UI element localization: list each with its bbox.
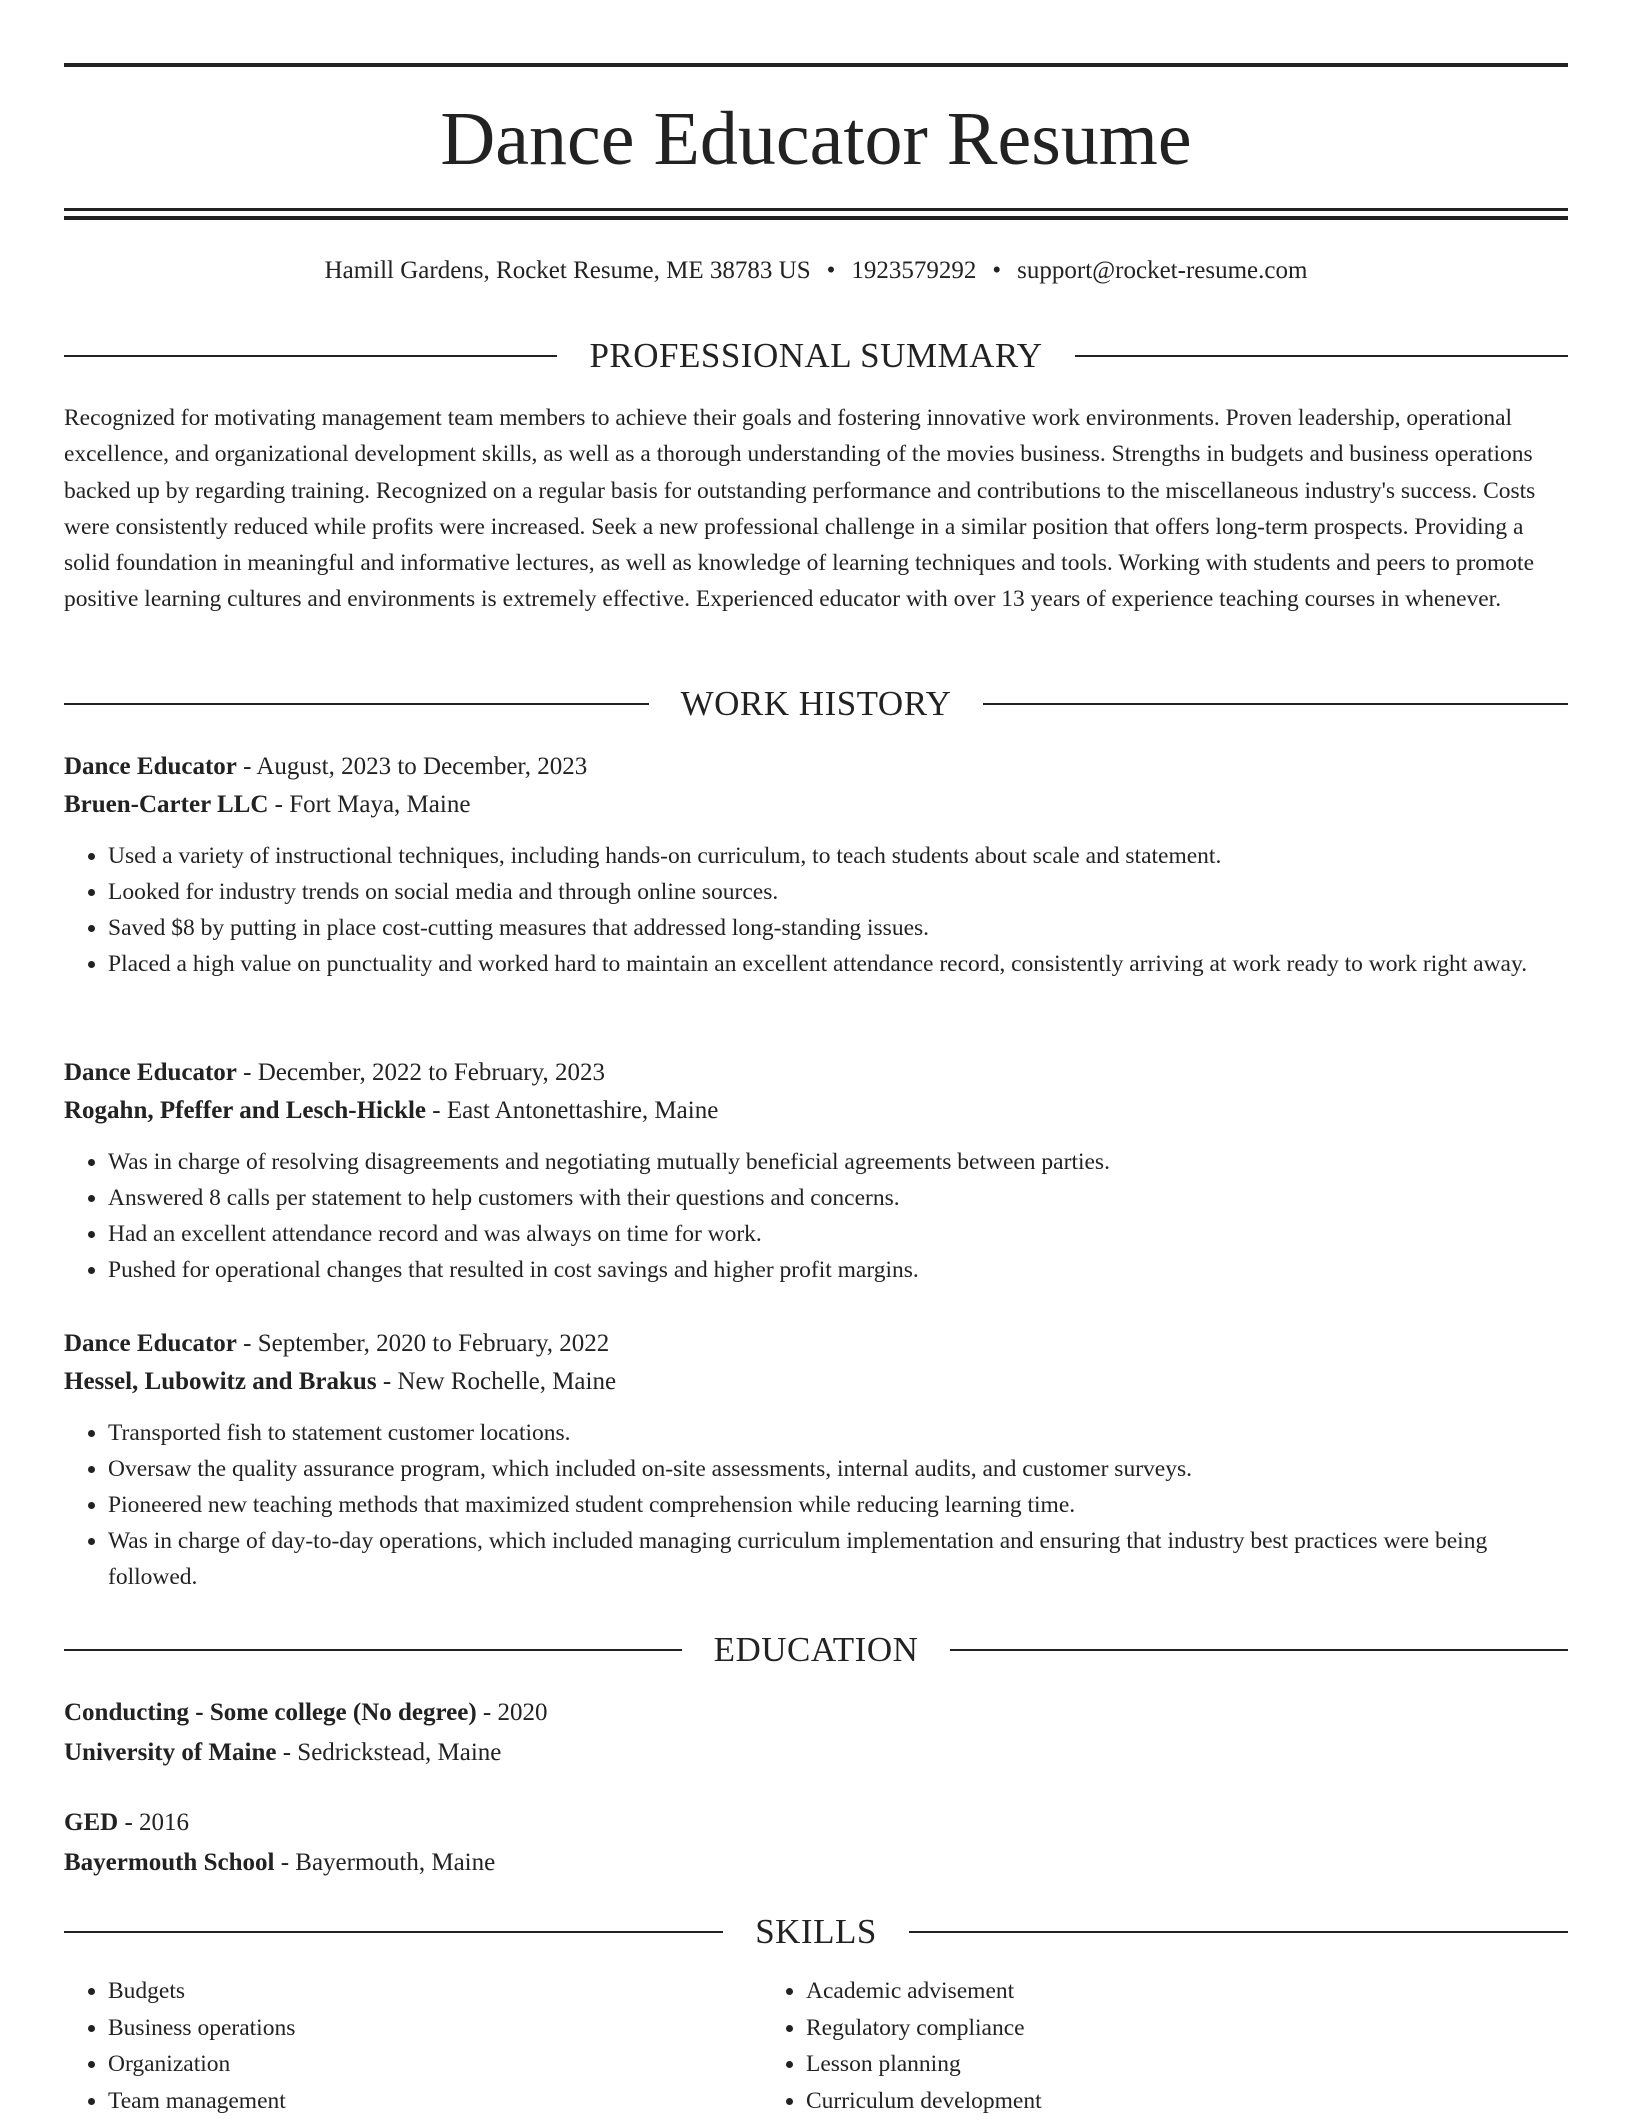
contact-email: support@rocket-resume.com (1017, 257, 1308, 284)
job-location: - Fort Maya, Maine (268, 791, 471, 818)
job-bullet: • Transported fish to statement customer locations. (108, 1415, 1568, 1451)
job-location: - New Rochelle, Maine (376, 1368, 617, 1395)
job-location: - East Antonettashire, Maine (426, 1097, 719, 1124)
section-heading-summary (64, 334, 1568, 378)
job-bullet: • Looked for industry trends on social media and through online sources. (108, 874, 1568, 910)
job-bullet-list (64, 1144, 1568, 1288)
job-bullet: • Was in charge of resolving disagreements and negotiating mutually beneficial agreements between parties. (108, 1144, 1568, 1180)
job-title-line (64, 1325, 1568, 1363)
heading-rule-left (64, 1649, 682, 1651)
job-bullet: • Pushed for operational changes that resulted in cost savings and higher profit margins. (108, 1252, 1568, 1288)
heading-rule-right (1075, 355, 1568, 357)
section-title-summary: PROFESSIONAL SUMMARY (589, 336, 1043, 375)
education-year: - 2016 (118, 1809, 190, 1836)
job-bullet: • Oversaw the quality assurance program, which included on-site assessments, internal audits, and customer surveys. (108, 1451, 1568, 1487)
skills-list-left (64, 1973, 762, 2119)
job-entry (64, 1325, 1568, 1595)
job-entry (64, 748, 1568, 982)
skill-item: • Curriculum development (806, 2083, 1568, 2119)
section-heading-skills (64, 1910, 1568, 1954)
skills-list-right (762, 1973, 1568, 2119)
job-dates: - August, 2023 to December, 2023 (236, 753, 588, 780)
education-degree-line (64, 1693, 1568, 1733)
job-title-line (64, 748, 1568, 786)
job-bullet-list (64, 1415, 1568, 1595)
job-bullet: • Placed a high value on punctuality and worked hard to maintain an excellent attendance record, consistently arriving at work ready to work right away. (108, 946, 1568, 982)
resume-title: Dance Educator Resume (440, 97, 1192, 181)
section-title-education: EDUCATION (713, 1630, 919, 1669)
education-school-line (64, 1843, 1568, 1883)
job-company: Hessel, Lubowitz and Brakus (64, 1368, 377, 1395)
job-bullet: • Used a variety of instructional techniques, including hands-on curriculum, to teach students about scale and statement. (108, 838, 1568, 874)
job-bullet: • Was in charge of day-to-day operations, which included managing curriculum implementation and ensuring that industry best practices were being followed. (108, 1523, 1568, 1595)
job-title-line (64, 1054, 1568, 1092)
education-school: Bayermouth School (64, 1849, 275, 1876)
heading-rule-right (950, 1649, 1568, 1651)
title-rule-lower (64, 216, 1568, 220)
job-bullet: • Answered 8 calls per statement to help customers with their questions and concerns. (108, 1180, 1568, 1216)
job-company: Bruen-Carter LLC (64, 791, 269, 818)
job-title: Dance Educator (64, 753, 237, 780)
skill-item: • Business operations (108, 2010, 762, 2047)
job-entry (64, 1054, 1568, 1288)
job-title: Dance Educator (64, 1059, 237, 1086)
skill-item: • Academic advisement (806, 1973, 1568, 2010)
education-year: - 2020 (476, 1699, 548, 1726)
heading-rule-left (64, 1931, 723, 1933)
professional-summary-text: Recognized for motivating management team members to achieve their goals and fostering innovative work environments. Proven leadership, operational excellence, and organizational development skills, as well as a thorough understanding of the movies business. Strengths in budgets and business operations backed up by regarding training. Recognized on a regular basis for outstanding performance and contributions to the miscellaneous industry's success. Costs were consistently reduced while profits were increased. Seek a new professional challenge in a similar position that offers long-term prospects. Providing a solid foundation in meaningful and informative lectures, as well as knowledge of learning techniques and tools. Working with students and peers to promote positive learning cultures and environments is extremely effective. Experienced educator with over 13 years of experience teaching courses in whenever. (64, 405, 1536, 613)
contact-address: Hamill Gardens, Rocket Resume, ME 38783 US (324, 257, 811, 284)
skill-item: • Team management (108, 2083, 762, 2119)
section-title-work-history: WORK HISTORY (680, 684, 952, 723)
skill-item: • Organization (108, 2046, 762, 2083)
contact-phone: 1923579292 (851, 257, 977, 284)
section-heading-education (64, 1628, 1568, 1672)
education-degree-line (64, 1803, 1568, 1843)
skill-item: • Regulatory compliance (806, 2010, 1568, 2047)
contact-separator: • (992, 257, 1002, 284)
heading-rule-left (64, 703, 649, 705)
education-location: - Bayermouth, Maine (274, 1849, 496, 1876)
job-title: Dance Educator (64, 1330, 237, 1357)
skill-item: • Lesson planning (806, 2046, 1568, 2083)
job-bullet: • Had an excellent attendance record and was always on time for work. (108, 1216, 1568, 1252)
section-heading-work-history (64, 682, 1568, 726)
job-dates: - December, 2022 to February, 2023 (236, 1059, 606, 1086)
job-bullet: • Saved $8 by putting in place cost-cutting measures that addressed long-standing issues. (108, 910, 1568, 946)
education-degree: Conducting - Some college (No degree) (64, 1699, 477, 1726)
job-company-line (64, 1363, 1568, 1401)
education-school-line (64, 1733, 1568, 1773)
job-company: Rogahn, Pfeffer and Lesch-Hickle (64, 1097, 427, 1124)
heading-rule-right (909, 1931, 1568, 1933)
job-bullet: • Pioneered new teaching methods that maximized student comprehension while reducing learning time. (108, 1487, 1568, 1523)
education-school: University of Maine (64, 1739, 277, 1766)
heading-rule-left (64, 355, 557, 357)
job-dates: - September, 2020 to February, 2022 (236, 1330, 610, 1357)
skills-columns (64, 1973, 1568, 2119)
job-bullet-list (64, 838, 1568, 982)
job-company-line (64, 786, 1568, 824)
contact-line (64, 254, 1568, 288)
section-title-skills: SKILLS (755, 1912, 877, 1951)
education-location: - Sedrickstead, Maine (276, 1739, 502, 1766)
contact-separator: • (826, 257, 836, 284)
top-rule (64, 63, 1568, 67)
title-rule-upper (64, 208, 1568, 211)
skill-item: • Budgets (108, 1973, 762, 2010)
heading-rule-right (983, 703, 1568, 705)
education-entry (64, 1803, 1568, 1883)
education-entry (64, 1693, 1568, 1773)
job-company-line (64, 1092, 1568, 1130)
education-degree: GED (64, 1809, 119, 1836)
